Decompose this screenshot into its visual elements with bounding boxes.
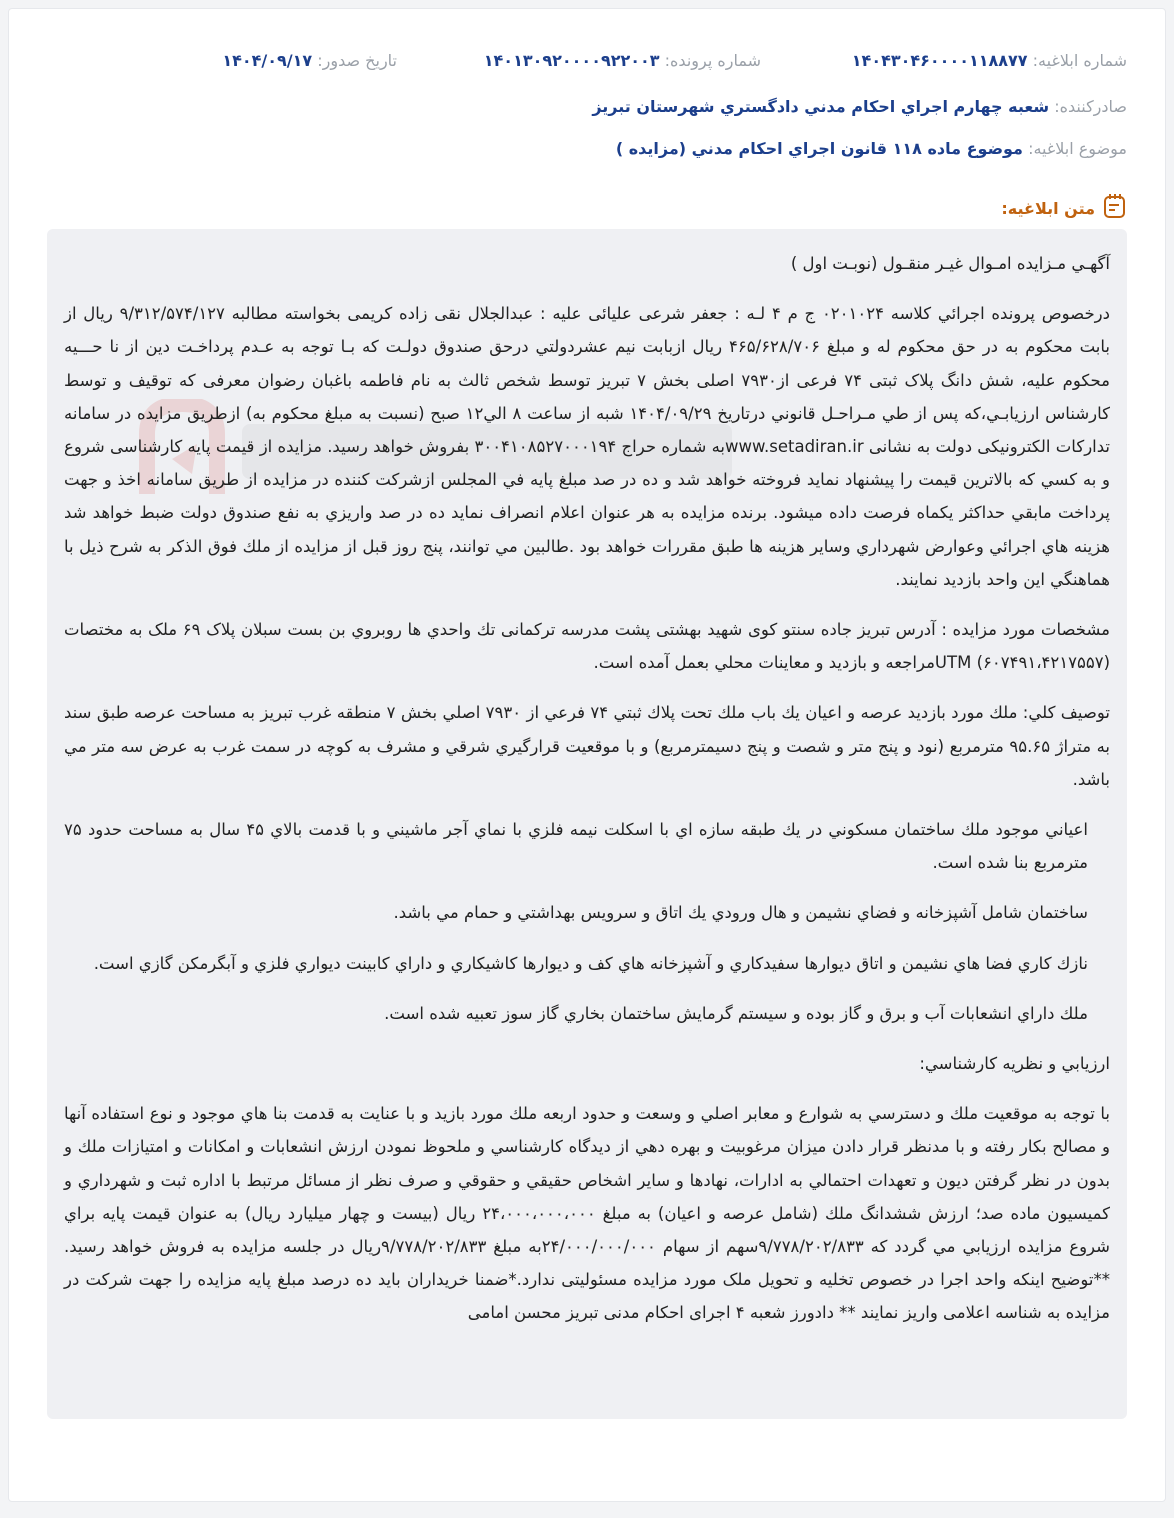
notice-body <box>47 229 1127 1419</box>
issuer-value: شعبه چهارم اجراي احكام مدني دادگستري شهرستان تبریز <box>592 97 1050 116</box>
auction-title: آگهـي مـزايده امـوال غيـر منقـول (نوبـت اول ) <box>790 254 1110 273</box>
notice-number-label: شماره ابلاغیه: <box>1032 51 1127 70</box>
subject <box>47 135 1127 163</box>
issuer-label: صادرکننده: <box>1054 97 1127 116</box>
paragraph-specs: مشخصات مورد مزايده : آدرس تبریز جاده سنتو کوی شهید بهشتی پشت مدرسه ترکمانی تك واحدي ها روبروي بن بست سبلان پلاک ۶۹ ملک به مختصات (۶۰۷۴۹۱،۴۲۱۷۵۵۷) UTMمراجعه و بازديد و معاينات محلي بعمل آمده است. <box>64 620 1110 673</box>
paragraph-utilities: ملك داراي انشعابات آب و برق و گاز بوده و سيستم گرمايش ساختمان بخاري گاز سوز تعبيه شده است. <box>384 1003 1088 1023</box>
paragraph-building: اعياني موجود ملك ساختمان مسكوني در يك طبقه سازه اي با اسكلت نيمه فلزي با نماي آجر ماشيني و با قدمت بالاي ۴۵ سال به مساحت حدود ۷۵ مترمربع بنا شده است. <box>64 820 1088 873</box>
notice-number <box>852 51 1127 70</box>
notice-meta <box>47 51 1127 79</box>
paragraph-case: درخصوص پرونده اجرائي كلاسه ۰۲۰۱۰۲۴ ج م ۴ لـه : جعفر شرعی علیائی علیه : عبدالجلال نقی زاده کریمی بخواسته مطالبه ۹/۳۱۲/۵۷۴/۱۲۷ ریال از بابت محکوم به در حق محکوم له و مبلغ ۴۶۵/۶۲۸/۷۰۶ ریال ازبابت نیم عشردولتي درحق صندوق دولـت كه بـا توجه به عـدم پرداخـت دين از نا حـــيه محكوم عليه، شش دانگ پلاک ثبتی ۷۴ فرعی از۷۹۳۰ اصلی بخش ۷ تبریز توسط شخص ثالث به نام فاطمه باغبان رضوان معرفی که توقیف و توسط كارشناس ارزيابـي،كه پس از طي مـراحـل قانوني درتاريخ ۱۴۰۴/۰۹/۲۹ شبه از ساعت ۸ الي۱۲ صبح (نسبت به مبلغ محکوم به) ازطريق مزايده در سامانه تداركات الكترونيكی دولت به نشانی www.setadiran.irبه شماره حراج ۳۰۰۴۱۰۸۵۲۷۰۰۰۱۹۴ بفروش خواهد رسيد. مزايده از قيمت پايه كارشناسی شروع و به كسي كه بالاترين قيمت را پيشنهاد نمايد فروخته خواهد شد و ده در صد مبلغ پايه في المجلس ازشركت كننده در مزايده از طريق سامانه اخذ و جهت پرداخت مابقي حداكثر يكماه فرصت داده ميشود. برنده مزايده به هر عنوان اعلام انصراف نمايد ده در صد واريزي به نفع صندوق دولت ضبط خواهد شد هزينه هاي اجرائي وعوارض شهرداري وساير هزينه ها طبق مقررات خواهد بود .طالبين مي توانند، پنج روز قبل از مزايده از ملك فوق الذكر به شرح ذيل با هماهنگي اين واحد بازديد نمايند. <box>64 304 1111 589</box>
notice-number-value: ۱۴۰۴۳۰۴۶۰۰۰۰۱۱۸۸۷۷ <box>851 51 1028 70</box>
subject-value: موضوع ماده ۱۱۸ قانون اجراي احكام مدني (مزايده ) <box>615 139 1023 158</box>
issue-date <box>222 51 397 70</box>
notice-text-heading <box>47 193 1127 223</box>
paragraph-appraisal: با توجه به موقعيت ملك و دسترسي به شوارع و معابر اصلي و وسعت و حدود اربعه ملك مورد بازيد و با عنايت به قدمت بنا هاي موجود و نوع استفاده آنها و مصالح بكار رفته و با مدنظر قرار دادن ميزان مرغوبيت و بهره دهي از ديدگاه كارشناسي و ملحوظ نمودن ارزش انشعابات و امكانات و امتيازات ملك و بدون در نظر گرفتن ديون و تعهدات احتمالي به ادارات، نهادها و ساير اشخاص حقيقي و حقوقي و صرف نظر از مسائل مرتبط با اداره ثبت و شهرداري و كميسيون ماده صد؛ ارزش ششدانگ ملك (شامل عرصه و اعيان) به مبلغ ۲۴،۰۰۰،۰۰۰،۰۰۰ ريال (بيست و چهار ميليارد ريال) به عنوان قيمت پايه براي شروع مزايده ارزيابي مي گردد که ۹/۷۷۸/۲۰۲/۸۳۳سهم از سهام ۲۴/۰۰۰/۰۰۰/۰۰۰به مبلغ ۹/۷۷۸/۲۰۲/۸۳۳ریال در جلسه مزایده به فروش خواهد رسید. **توضیح اینکه واحد اجرا در خصوص تخلیه و تحویل ملک مورد مزایده مسئولیتی ندارد.*ضمنا خریداران باید ده درصد مبلغ پایه مزایده را جهت شرکت در مزایده به شناسه اعلامی واریز نمایند ** دادورز شعبه ۴ اجرای احکام مدنی تبریز محسن امامی <box>64 1104 1110 1323</box>
notice-page <box>8 8 1166 1502</box>
notepad-icon <box>1103 193 1127 223</box>
issue-date-label: تاریخ صدور: <box>317 51 397 70</box>
case-number <box>484 51 761 70</box>
case-number-label: شماره پرونده: <box>664 51 761 70</box>
appraisal-heading: ارزيابي و نظريه كارشناسي: <box>919 1054 1110 1074</box>
paragraph-description: توصيف كلي: ملك مورد بازديد عرصه و اعيان يك باب ملك تحت پلاك ثبتي ۷۴ فرعي از ۷۹۳۰ اصلي بخش ۷ منطقه غرب تبريز به مساحت عرصه طبق سند به متراژ ۹۵.۶۵ مترمربع (نود و پنج متر و شصت و پنج دسيمترمربع) و با موقعيت قرارگيري شرقي و مشرف به كوچه در سمت غرب به عرض سه متر مي باشد. <box>64 703 1111 789</box>
subject-label: موضوع ابلاغیه: <box>1028 139 1127 158</box>
issue-date-value: ۱۴۰۴/۰۹/۱۷ <box>222 51 313 70</box>
paragraph-finishing: نازك كاري فضا هاي نشيمن و اتاق ديوارها سفيدكاري و آشپزخانه هاي كف و ديوارها كاشيكاري و داراي كابينت ديواري فلزي و آبگرمكن گازي است. <box>93 953 1088 973</box>
issuer <box>47 93 1127 121</box>
notice-content <box>47 229 1127 1371</box>
case-number-value: ۱۴۰۱۳۰۹۲۰۰۰۰۹۲۲۰۰۳ <box>483 51 660 70</box>
paragraph-rooms: ساختمان شامل آشپزخانه و فضاي نشيمن و هال ورودي يك اتاق و سرويس بهداشتي و حمام مي باشد. <box>393 903 1088 923</box>
notice-text-title: متن ابلاغیه: <box>1001 198 1095 218</box>
